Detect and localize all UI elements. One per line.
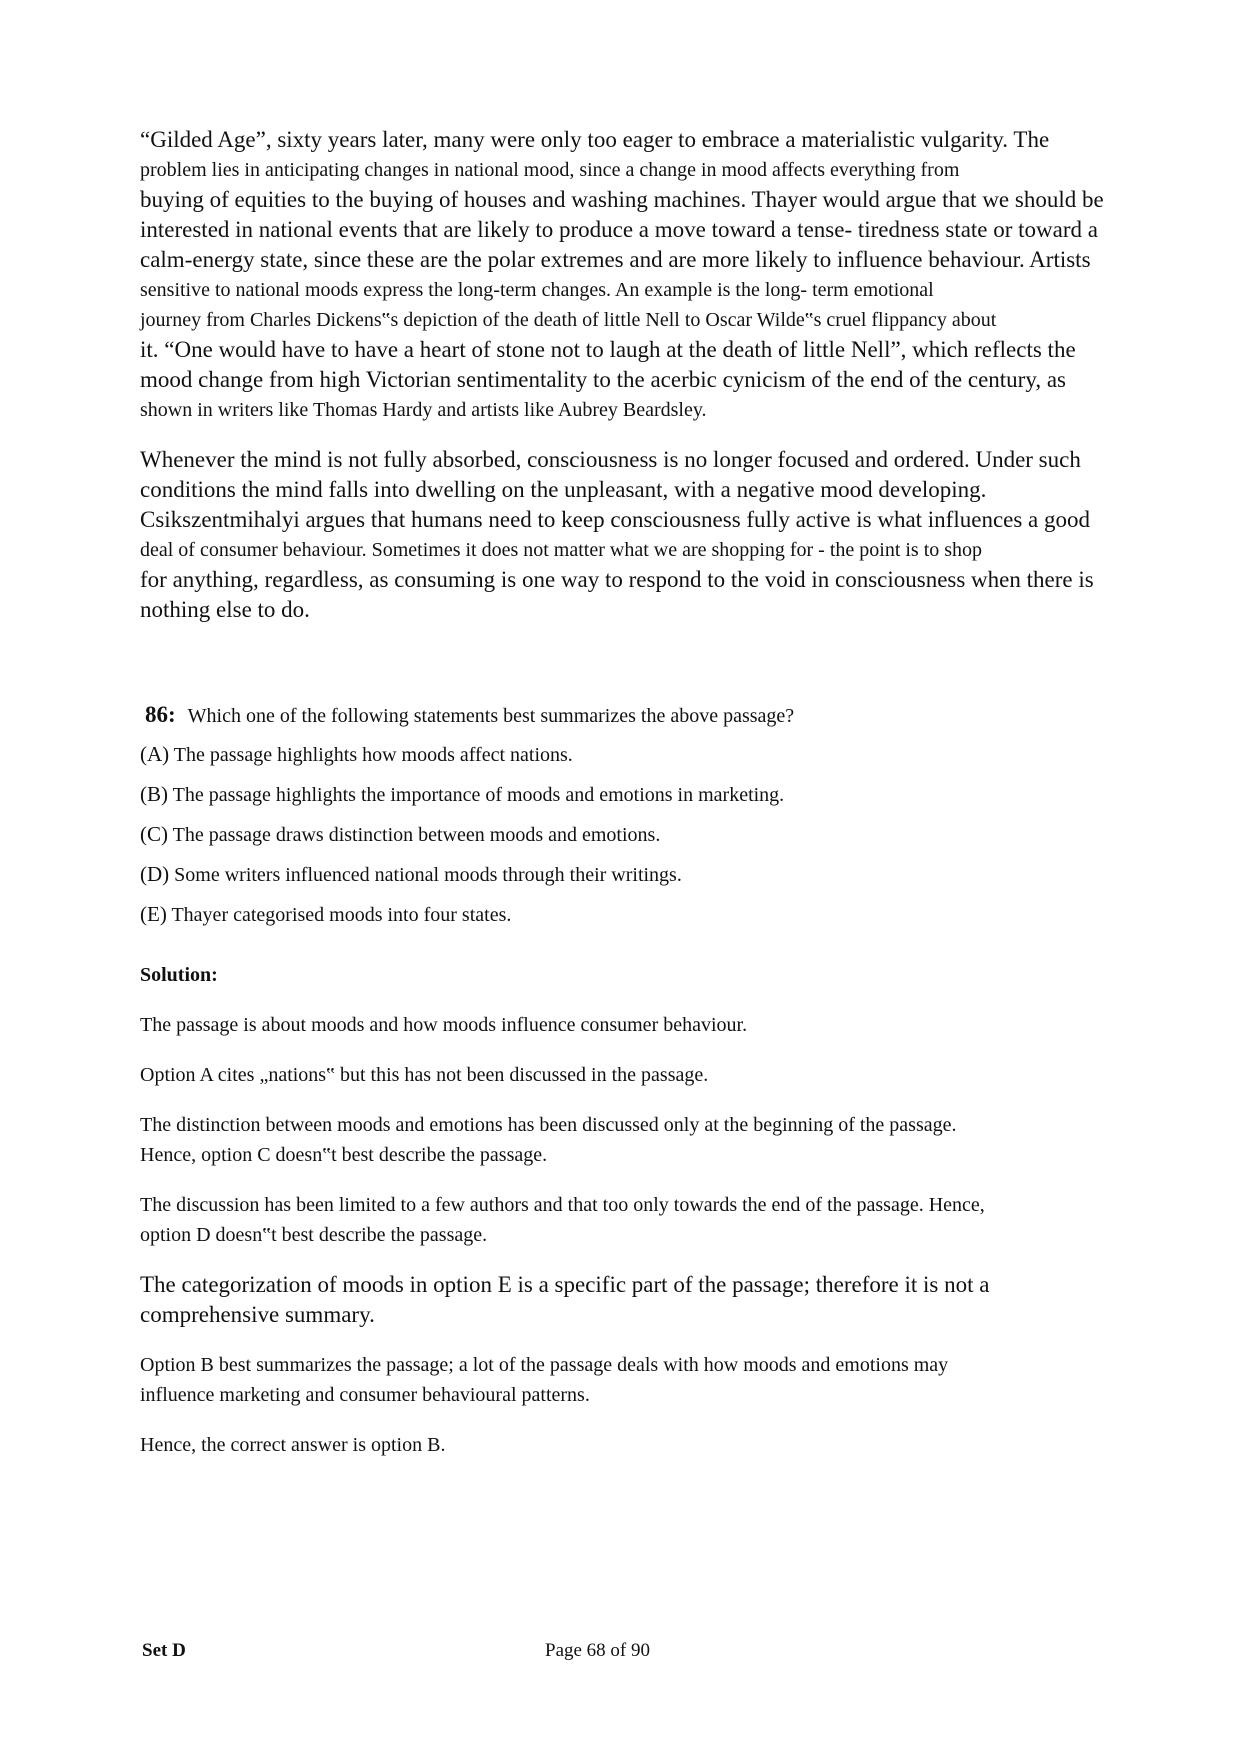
solution-line: The discussion has been limited to a few authors and that too only towards the end of the passage. Hence, bbox=[140, 1194, 985, 1216]
passage-line: Whenever the mind is not fully absorbed, consciousness is no longer focused and ordered. Under such bbox=[140, 447, 1081, 472]
option-c bbox=[140, 819, 1195, 850]
solution-paragraph bbox=[140, 1110, 1195, 1170]
option-text: Thayer categorised moods into four states. bbox=[166, 904, 512, 926]
solution-line: Hence, option C doesn‟t best describe the passage. bbox=[140, 1144, 548, 1166]
passage-line: deal of consumer behaviour. Sometimes it does not matter what we are shopping for - the point is to shop bbox=[140, 539, 983, 561]
option-letter: (B) bbox=[140, 782, 168, 806]
solution-paragraph bbox=[140, 1270, 1195, 1330]
option-text: Some writers influenced national moods through their writings. bbox=[169, 864, 682, 886]
passage-line: for anything, regardless, as consuming is one way to respond to the void in consciousness when there is bbox=[140, 567, 1094, 592]
option-letter: (E) bbox=[140, 902, 167, 926]
solution-line: Option A cites „nations‟ but this has not been discussed in the passage. bbox=[140, 1064, 709, 1086]
paragraph-gap bbox=[140, 425, 1195, 445]
passage bbox=[140, 125, 1195, 625]
passage-line: sensitive to national moods express the long-term changes. An example is the long- term emotional bbox=[140, 279, 934, 301]
passage-line: journey from Charles Dickens‟s depiction of the death of little Nell to Oscar Wilde‟s cruel flippancy about bbox=[140, 309, 997, 331]
option-text: The passage highlights how moods affect nations. bbox=[169, 744, 573, 766]
option-a bbox=[140, 739, 1195, 770]
solution-line: The distinction between moods and emotions has been discussed only at the beginning of the passage. bbox=[140, 1114, 957, 1136]
passage-line: it. “One would have to have a heart of stone not to laugh at the death of little Nell”, which reflects the bbox=[140, 337, 1076, 362]
question-number: 86: bbox=[145, 702, 176, 727]
passage-line: mood change from high Victorian sentimentality to the acerbic cynicism of the end of the century, as bbox=[140, 367, 1066, 392]
solution-paragraph bbox=[140, 1350, 1195, 1410]
solution-line: The passage is about moods and how moods influence consumer behaviour. bbox=[140, 1014, 748, 1036]
solution-paragraph bbox=[140, 1190, 1195, 1250]
option-d bbox=[140, 859, 1195, 890]
passage-line: interested in national events that are likely to produce a move toward a tense- tiredness state or toward a bbox=[140, 217, 1098, 242]
option-letter: (A) bbox=[140, 742, 170, 766]
passage-paragraph-1 bbox=[140, 125, 1195, 425]
passage-line: shown in writers like Thomas Hardy and artists like Aubrey Beardsley. bbox=[140, 399, 707, 421]
passage-line: conditions the mind falls into dwelling on the unpleasant, with a negative mood developing. bbox=[140, 477, 987, 502]
question-86 bbox=[140, 700, 1195, 939]
option-e bbox=[140, 899, 1195, 930]
option-b bbox=[140, 779, 1195, 810]
passage-line: problem lies in anticipating changes in national mood, since a change in mood affects everything from bbox=[140, 159, 960, 181]
solution-line: Hence, the correct answer is option B. bbox=[140, 1434, 446, 1456]
solution-paragraph bbox=[140, 1430, 1195, 1460]
solution-section bbox=[140, 960, 1195, 1480]
passage-paragraph-2 bbox=[140, 445, 1195, 625]
solution-line: The categorization of moods in option E is a specific part of the passage; therefore it is not a bbox=[140, 1272, 990, 1297]
passage-line: calm-energy state, since these are the polar extremes and are more likely to influence behaviour. Artists bbox=[140, 247, 1091, 272]
option-text: The passage highlights the importance of moods and emotions in marketing. bbox=[168, 784, 785, 806]
option-letter: (C) bbox=[140, 822, 168, 846]
question-text: Which one of the following statements best summarizes the above passage? bbox=[187, 705, 795, 727]
solution-paragraph bbox=[140, 1060, 1195, 1090]
passage-line: Csikszentmihalyi argues that humans need to keep consciousness fully active is what influences a good bbox=[140, 507, 1091, 532]
solution-title: Solution: bbox=[140, 964, 218, 986]
solution-line: Option B best summarizes the passage; a lot of the passage deals with how moods and emotions may bbox=[140, 1354, 949, 1376]
option-text: The passage draws distinction between moods and emotions. bbox=[168, 824, 661, 846]
answer-options bbox=[140, 739, 1195, 930]
passage-line: buying of equities to the buying of houses and washing machines. Thayer would argue that we should be bbox=[140, 187, 1104, 212]
solution-paragraph bbox=[140, 1010, 1195, 1040]
solution-line: influence marketing and consumer behavioural patterns. bbox=[140, 1384, 590, 1406]
page-footer bbox=[0, 1640, 1241, 1670]
solution-line: comprehensive summary. bbox=[140, 1302, 375, 1327]
passage-line: “Gilded Age”, sixty years later, many were only too eager to embrace a materialistic vulgarity. The bbox=[140, 127, 1050, 152]
set-label: Set D bbox=[142, 1640, 186, 1661]
question-header bbox=[145, 700, 1195, 731]
passage-line: nothing else to do. bbox=[140, 597, 310, 622]
option-letter: (D) bbox=[140, 862, 170, 886]
page-number: Page 68 of 90 bbox=[545, 1640, 651, 1661]
solution-line: option D doesn‟t best describe the passage. bbox=[140, 1224, 488, 1246]
